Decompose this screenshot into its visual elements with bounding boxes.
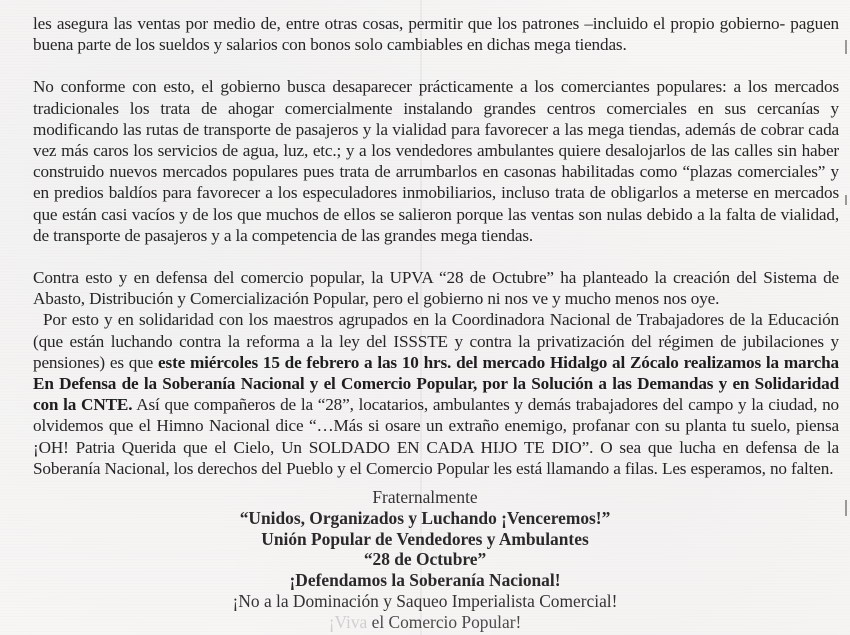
march-announcement: este miércoles 15 de febrero a las 10 hrs. del mercado Hidalgo al Zócalo realizamos la marcha En Defensa de la Soberanía Nacional y el Comercio Popular, por la Solución a las Demandas y en Solidaridad con la CNTE. [33,352,839,415]
paragraph-4-intro: Por esto y en solidaridad con los maestros agrupados en la Coordinadora Nacional de Trabajadores de la Educación (que están luchando contra la reforma a la ley del ISSSTE y contra la privatización del régimen de jubilaciones y pensiones) es que [33,310,839,372]
document-body [33,13,839,479]
paragraph-2 [33,76,839,246]
paragraph-2-text: No conforme con esto, el gobierno busca desaparecer prácticamente a los comerciantes populares: a los mercados tradicionales los trata de ahogar comercialmente instalando grandes centros comerciales en sus cercanías y modificando las rutas de transporte de pasajeros y la vialidad para favorecer a las mega tiendas, además de cobrar cada vez más caros los servicios de agua, luz, etc.; y a los vendedores ambulantes quiere desalojarlos de las calles sin haber construido nuevos mercados populares pues trata de arrumbarlos en casonas habilitadas como “plazas comerciales” y en predios baldíos para favorecer a los especuladores inmobiliarios, incluso trata de obligarlos a meterse en mercados que están casi vacíos y de los que muchos de ellos se salieron porque las ventas son nulas debido a la falta de vialidad, de transporte de pasajeros y a la competencia de las grandes mega tiendas. [33,77,839,245]
paragraph-3 [33,267,839,309]
paragraph-4 [33,309,839,479]
call-no-domination: ¡No a la Dominación y Saqueo Imperialista Comercial! [232,590,618,611]
slogan: “Unidos, Organizados y Luchando ¡Venceremos!” [239,507,611,528]
call-defend-sovereignty: ¡Defendamos la Soberanía Nacional! [289,570,561,591]
organization-name: “28 de Octubre” [363,549,487,570]
faded-text: ¡Viva [328,611,372,632]
scan-edge-mark [845,40,847,54]
closing-block [0,487,850,633]
paragraph-4-call-to-action: Así que compañeros de la “28”, locatarios, ambulantes y demás trabajadores del campo y la ciudad, no olvidemos que el Himno Nacional dice “…Más si osare un extraño enemigo, profanar con su planta tu suelo, piensa ¡OH! Patria Querida que el Cielo, Un SOLDADO EN CADA HIJO TE DIO”. O sea que lucha en defensa de la Soberanía Nacional, los derechos del Pueblo y el Comercio Popular les está llamando a filas. Les esperamos, no falten. [33,395,839,478]
paragraph-1 [33,13,839,55]
paragraph-1-text: les asegura las ventas por medio de, entre otras cosas, permitir que los patrones –incluido el propio gobierno- paguen buena parte de los sueldos y salarios con bonos solo cambiables en dichas mega tiendas. [33,14,839,55]
organization: Unión Popular de Vendedores y Ambulantes [261,528,589,549]
scan-edge-mark [845,195,847,205]
call-long-live-commerce-text: el Comercio Popular! [371,611,522,632]
salutation: Fraternalmente [372,487,478,507]
call-long-live-commerce [0,612,850,633]
paragraph-3-text: Contra esto y en defensa del comercio popular, la UPVA “28 de Octubre” ha planteado la creación del Sistema de Abasto, Distribución y Comercialización Popular, pero el gobierno ni nos ve y mucho menos nos oye. [33,268,839,309]
